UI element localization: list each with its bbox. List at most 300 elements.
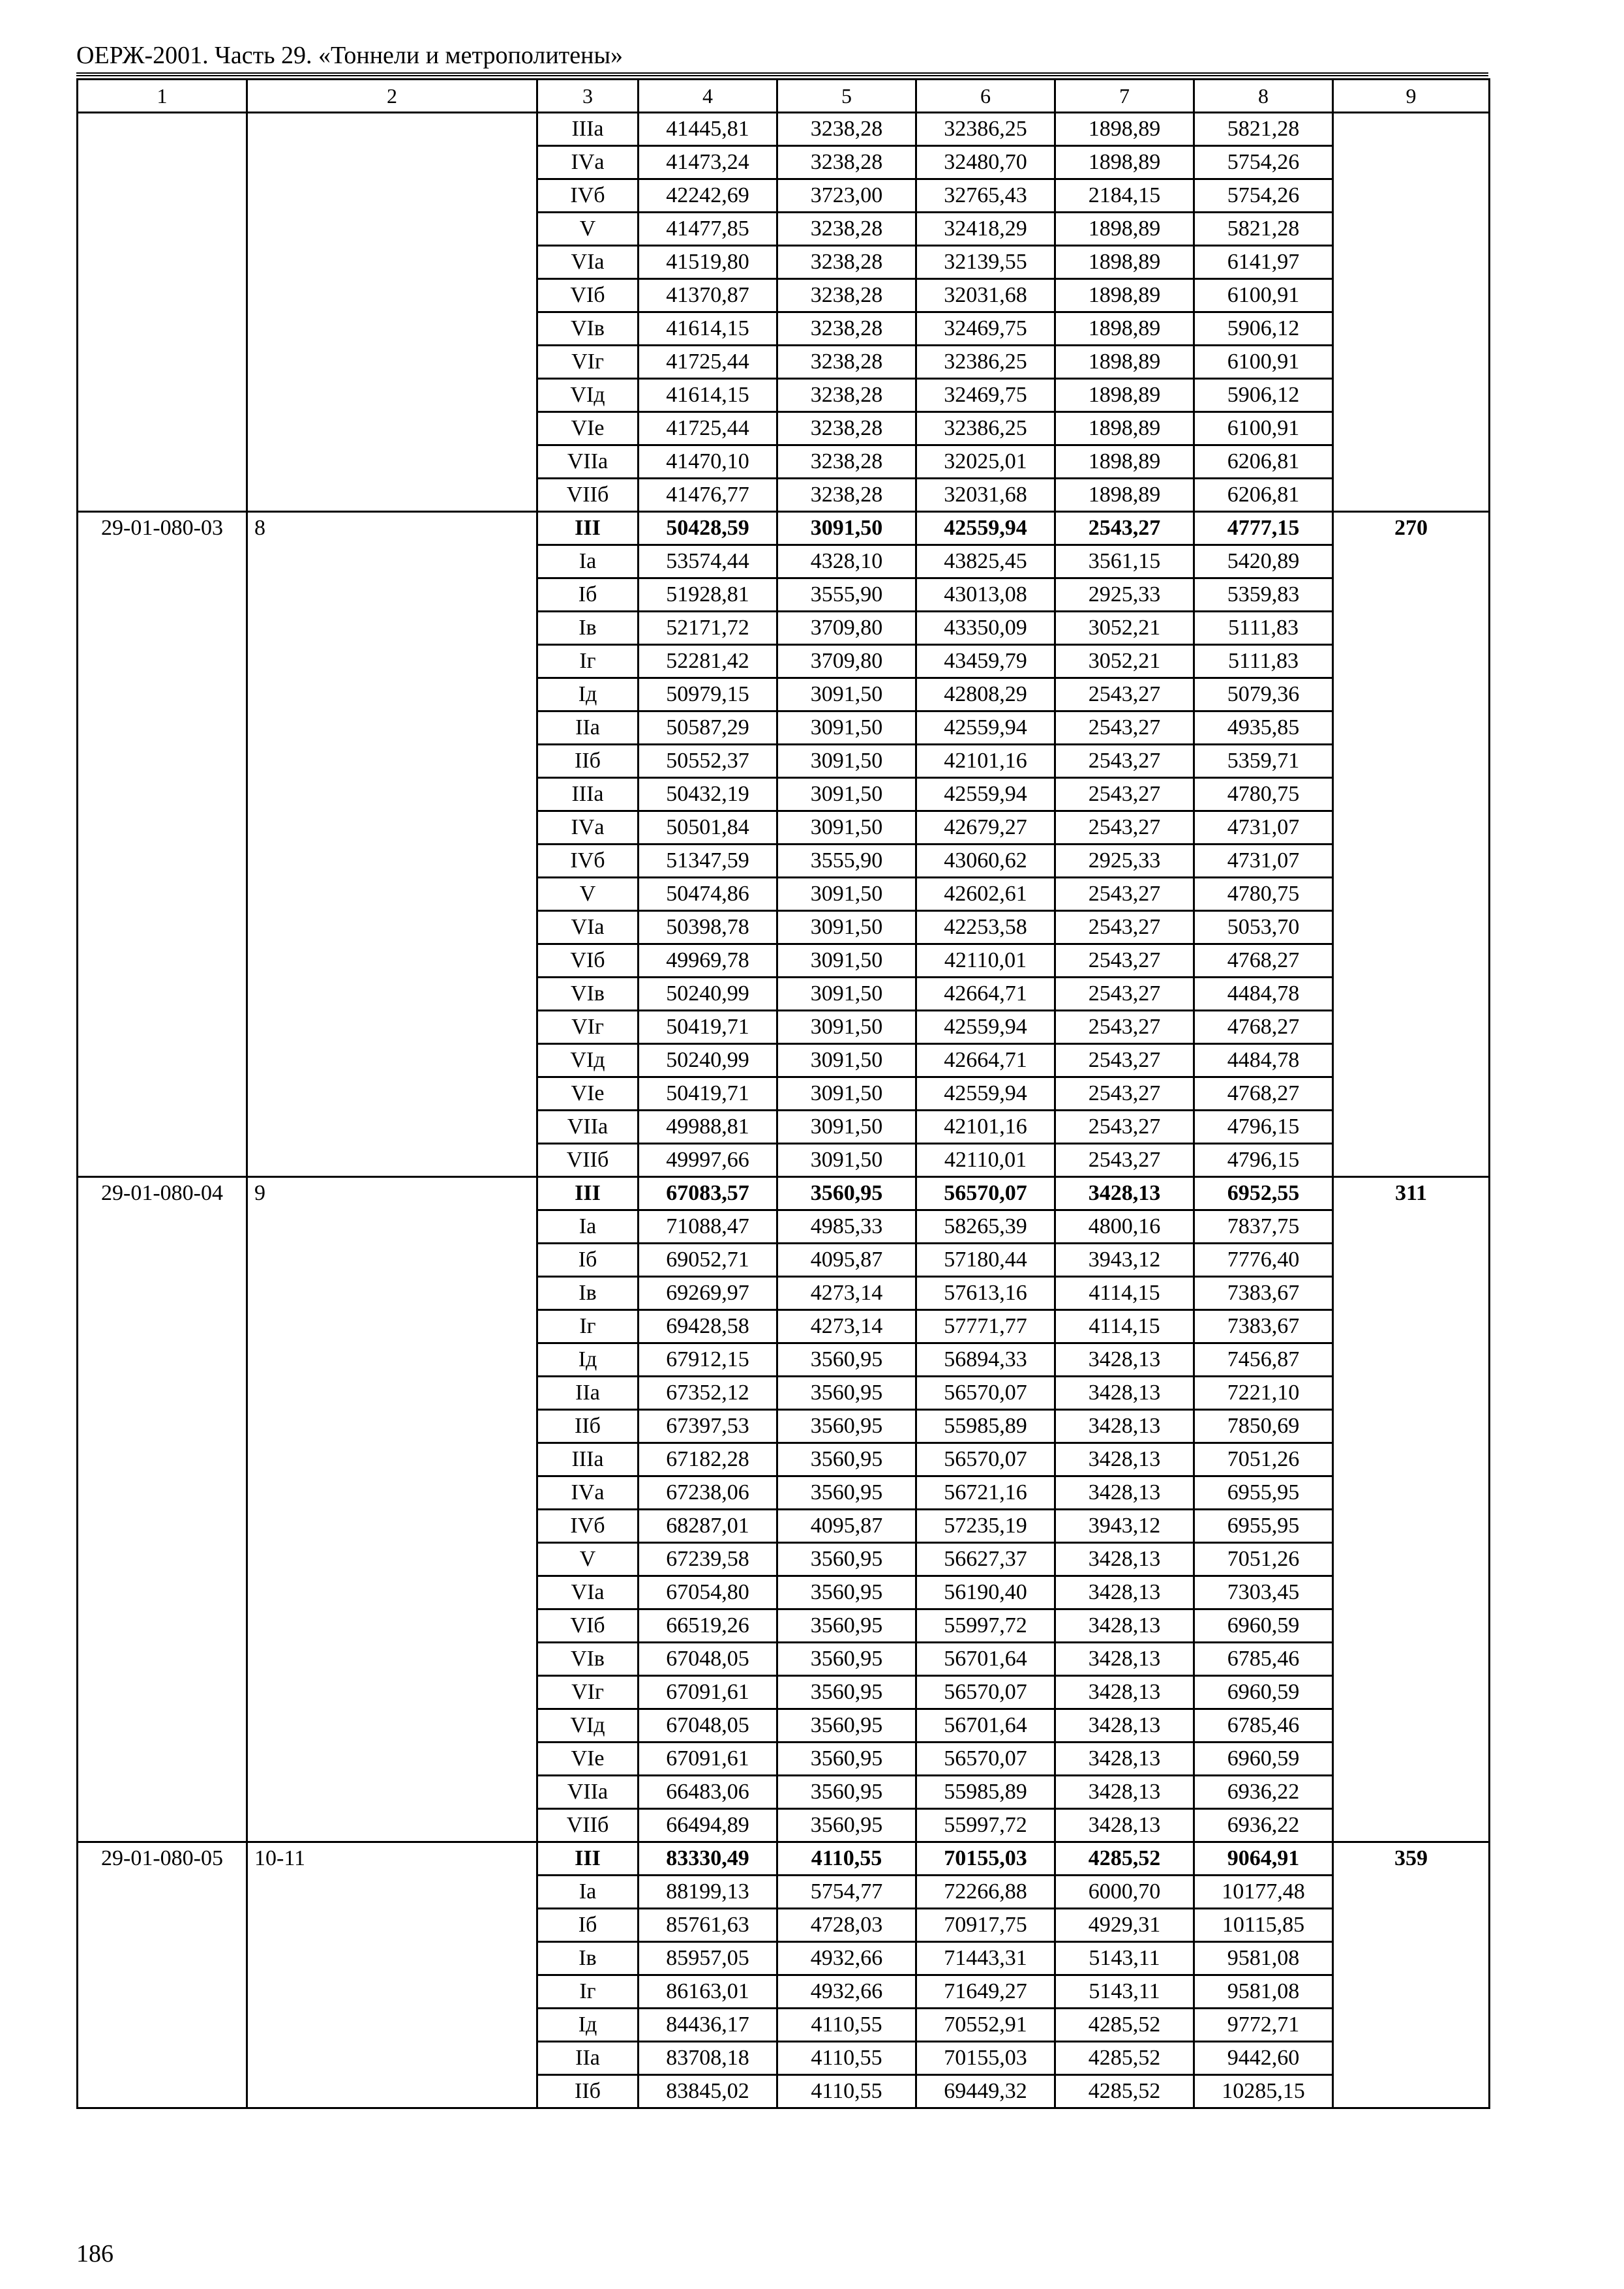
value-cell: 4800,16 — [1055, 1210, 1194, 1244]
zone-cell: Iа — [537, 545, 639, 578]
value-cell: 56627,37 — [916, 1543, 1055, 1576]
column-number: 9 — [1333, 80, 1490, 113]
value-cell: 67054,80 — [639, 1576, 777, 1609]
value-cell: 3238,28 — [777, 146, 916, 179]
rate-code-cell: 29-01-080-04 — [78, 1177, 247, 1842]
value-cell: 1898,89 — [1055, 346, 1194, 379]
value-cell: 4110,55 — [777, 2009, 916, 2042]
header-rule-top — [76, 72, 1488, 74]
value-cell: 51347,59 — [639, 845, 777, 878]
value-cell: 5821,28 — [1194, 213, 1333, 246]
value-cell: 41519,80 — [639, 246, 777, 279]
value-cell: 1898,89 — [1055, 312, 1194, 346]
column-number: 1 — [78, 80, 247, 113]
value-cell: 56190,40 — [916, 1576, 1055, 1609]
value-cell: 32139,55 — [916, 246, 1055, 279]
value-cell: 3561,15 — [1055, 545, 1194, 578]
value-cell: 43459,79 — [916, 645, 1055, 678]
value-cell: 41470,10 — [639, 445, 777, 479]
value-cell: 42559,94 — [916, 1077, 1055, 1111]
value-cell: 6206,81 — [1194, 479, 1333, 512]
zone-cell: IVа — [537, 146, 639, 179]
zone-cell: Iд — [537, 2009, 639, 2042]
value-cell: 3560,95 — [777, 1410, 916, 1443]
value-cell: 3091,50 — [777, 1044, 916, 1077]
value-cell: 67083,57 — [639, 1177, 777, 1210]
value-cell: 4796,15 — [1194, 1111, 1333, 1144]
value-cell: 71443,31 — [916, 1942, 1055, 1975]
value-cell: 57180,44 — [916, 1244, 1055, 1277]
value-cell: 2543,27 — [1055, 1111, 1194, 1144]
value-cell: 32765,43 — [916, 179, 1055, 213]
value-cell: 32469,75 — [916, 379, 1055, 412]
value-cell: 2543,27 — [1055, 811, 1194, 845]
value-cell: 3238,28 — [777, 412, 916, 445]
header-rule-bottom — [76, 75, 1488, 76]
value-cell: 49997,66 — [639, 1144, 777, 1177]
value-cell: 55997,72 — [916, 1809, 1055, 1842]
value-cell: 3238,28 — [777, 479, 916, 512]
value-cell: 50552,37 — [639, 745, 777, 778]
value-cell: 56570,07 — [916, 1177, 1055, 1210]
zone-cell: VIг — [537, 346, 639, 379]
value-cell: 3560,95 — [777, 1576, 916, 1609]
value-cell: 4114,15 — [1055, 1310, 1194, 1343]
zone-cell: IIIа — [537, 113, 639, 146]
zone-cell: VIб — [537, 944, 639, 978]
value-cell: 3238,28 — [777, 445, 916, 479]
value-cell: 9772,71 — [1194, 2009, 1333, 2042]
zone-cell: III — [537, 1177, 639, 1210]
value-cell: 6206,81 — [1194, 445, 1333, 479]
value-cell: 7456,87 — [1194, 1343, 1333, 1377]
value-cell: 57771,77 — [916, 1310, 1055, 1343]
value-cell: 3238,28 — [777, 346, 916, 379]
zone-cell: VIд — [537, 1044, 639, 1077]
zone-cell: VIIа — [537, 1776, 639, 1809]
value-cell: 3091,50 — [777, 1144, 916, 1177]
zone-cell: IVб — [537, 1510, 639, 1543]
value-cell: 41473,24 — [639, 146, 777, 179]
value-cell: 51928,81 — [639, 578, 777, 612]
value-cell: 10115,85 — [1194, 1909, 1333, 1942]
value-cell: 4114,15 — [1055, 1277, 1194, 1310]
zone-cell: V — [537, 213, 639, 246]
value-cell: 4796,15 — [1194, 1144, 1333, 1177]
value-cell: 6936,22 — [1194, 1809, 1333, 1842]
value-cell: 1898,89 — [1055, 279, 1194, 312]
value-cell: 4935,85 — [1194, 711, 1333, 745]
value-cell: 67091,61 — [639, 1743, 777, 1776]
value-cell: 6100,91 — [1194, 346, 1333, 379]
zone-cell: VIв — [537, 312, 639, 346]
value-cell: 56570,07 — [916, 1676, 1055, 1709]
value-cell: 3560,95 — [777, 1543, 916, 1576]
value-cell: 3560,95 — [777, 1443, 916, 1476]
zone-cell: IIIа — [537, 1443, 639, 1476]
column-header-row — [78, 80, 1490, 113]
value-cell: 7051,26 — [1194, 1543, 1333, 1576]
value-cell: 68287,01 — [639, 1510, 777, 1543]
value-cell: 67048,05 — [639, 1643, 777, 1676]
table-row — [78, 512, 1490, 545]
value-cell: 6000,70 — [1055, 1876, 1194, 1909]
zone-cell: Iд — [537, 1343, 639, 1377]
zone-cell: VIIа — [537, 1111, 639, 1144]
value-cell: 32386,25 — [916, 113, 1055, 146]
value-cell: 5079,36 — [1194, 678, 1333, 711]
value-cell: 49969,78 — [639, 944, 777, 978]
value-cell: 3428,13 — [1055, 1543, 1194, 1576]
value-cell: 7850,69 — [1194, 1410, 1333, 1443]
value-cell: 70155,03 — [916, 2042, 1055, 2075]
value-cell: 50398,78 — [639, 911, 777, 944]
value-cell: 3428,13 — [1055, 1343, 1194, 1377]
zone-cell: Iд — [537, 678, 639, 711]
value-cell: 3428,13 — [1055, 1410, 1194, 1443]
column-9-cell — [1333, 113, 1490, 512]
value-cell: 2543,27 — [1055, 978, 1194, 1011]
value-cell: 52281,42 — [639, 645, 777, 678]
zone-cell: IVб — [537, 179, 639, 213]
value-cell: 6955,95 — [1194, 1476, 1333, 1510]
zone-cell: VIе — [537, 412, 639, 445]
value-cell: 3428,13 — [1055, 1476, 1194, 1510]
value-cell: 41725,44 — [639, 412, 777, 445]
value-cell: 2184,15 — [1055, 179, 1194, 213]
value-cell: 3709,80 — [777, 612, 916, 645]
value-cell: 32386,25 — [916, 412, 1055, 445]
value-cell: 4273,14 — [777, 1277, 916, 1310]
value-cell: 42242,69 — [639, 179, 777, 213]
value-cell: 6100,91 — [1194, 279, 1333, 312]
page-number: 186 — [76, 2240, 113, 2267]
value-cell: 3091,50 — [777, 1077, 916, 1111]
value-cell: 42559,94 — [916, 1011, 1055, 1044]
value-cell: 10177,48 — [1194, 1876, 1333, 1909]
value-cell: 7776,40 — [1194, 1244, 1333, 1277]
zone-cell: VIа — [537, 1576, 639, 1609]
value-cell: 4985,33 — [777, 1210, 916, 1244]
value-cell: 3555,90 — [777, 578, 916, 612]
zone-cell: IIа — [537, 2042, 639, 2075]
value-cell: 58265,39 — [916, 1210, 1055, 1244]
value-cell: 56570,07 — [916, 1377, 1055, 1410]
zone-cell: IIа — [537, 1377, 639, 1410]
value-cell: 50419,71 — [639, 1077, 777, 1111]
value-cell: 3428,13 — [1055, 1609, 1194, 1643]
value-cell: 3052,21 — [1055, 612, 1194, 645]
value-cell: 2543,27 — [1055, 911, 1194, 944]
value-cell: 2925,33 — [1055, 845, 1194, 878]
value-cell: 6100,91 — [1194, 412, 1333, 445]
zone-cell: VIIб — [537, 1144, 639, 1177]
value-cell: 6785,46 — [1194, 1709, 1333, 1743]
value-cell: 86163,01 — [639, 1975, 777, 2009]
value-cell: 4768,27 — [1194, 944, 1333, 978]
value-cell: 4484,78 — [1194, 978, 1333, 1011]
value-cell: 3560,95 — [777, 1476, 916, 1510]
value-cell: 3091,50 — [777, 811, 916, 845]
value-cell: 3428,13 — [1055, 1643, 1194, 1676]
rate-name-cell: 8 — [247, 512, 537, 1177]
value-cell: 70155,03 — [916, 1842, 1055, 1876]
value-cell: 4932,66 — [777, 1975, 916, 2009]
value-cell: 3428,13 — [1055, 1709, 1194, 1743]
value-cell: 67352,12 — [639, 1377, 777, 1410]
value-cell: 43350,09 — [916, 612, 1055, 645]
value-cell: 69269,97 — [639, 1277, 777, 1310]
value-cell: 4328,10 — [777, 545, 916, 578]
zone-cell: VIв — [537, 1643, 639, 1676]
column-number: 2 — [247, 80, 537, 113]
value-cell: 56894,33 — [916, 1343, 1055, 1377]
value-cell: 3428,13 — [1055, 1443, 1194, 1476]
value-cell: 3560,95 — [777, 1377, 916, 1410]
value-cell: 3238,28 — [777, 279, 916, 312]
value-cell: 43013,08 — [916, 578, 1055, 612]
value-cell: 3560,95 — [777, 1343, 916, 1377]
value-cell: 4731,07 — [1194, 845, 1333, 878]
value-cell: 41370,87 — [639, 279, 777, 312]
value-cell: 88199,13 — [639, 1876, 777, 1909]
value-cell: 3091,50 — [777, 678, 916, 711]
value-cell: 55985,89 — [916, 1410, 1055, 1443]
value-cell: 5906,12 — [1194, 379, 1333, 412]
value-cell: 1898,89 — [1055, 479, 1194, 512]
value-cell: 7051,26 — [1194, 1443, 1333, 1476]
zone-cell: VIг — [537, 1676, 639, 1709]
value-cell: 42679,27 — [916, 811, 1055, 845]
value-cell: 1898,89 — [1055, 213, 1194, 246]
zone-cell: V — [537, 1543, 639, 1576]
value-cell: 3238,28 — [777, 113, 916, 146]
value-cell: 3428,13 — [1055, 1809, 1194, 1842]
value-cell: 6955,95 — [1194, 1510, 1333, 1543]
value-cell: 50587,29 — [639, 711, 777, 745]
value-cell: 5143,11 — [1055, 1975, 1194, 2009]
value-cell: 3428,13 — [1055, 1776, 1194, 1809]
value-cell: 3238,28 — [777, 213, 916, 246]
zone-cell: IVа — [537, 1476, 639, 1510]
value-cell: 5754,77 — [777, 1876, 916, 1909]
value-cell: 71649,27 — [916, 1975, 1055, 2009]
value-cell: 4285,52 — [1055, 2075, 1194, 2108]
value-cell: 3943,12 — [1055, 1244, 1194, 1277]
value-cell: 42602,61 — [916, 878, 1055, 911]
value-cell: 4273,14 — [777, 1310, 916, 1343]
value-cell: 6936,22 — [1194, 1776, 1333, 1809]
value-cell: 7383,67 — [1194, 1310, 1333, 1343]
value-cell: 1898,89 — [1055, 412, 1194, 445]
zone-cell: VIа — [537, 911, 639, 944]
value-cell: 42808,29 — [916, 678, 1055, 711]
value-cell: 4932,66 — [777, 1942, 916, 1975]
value-cell: 3560,95 — [777, 1776, 916, 1809]
value-cell: 2543,27 — [1055, 512, 1194, 545]
value-cell: 3555,90 — [777, 845, 916, 878]
value-cell: 2543,27 — [1055, 711, 1194, 745]
value-cell: 2543,27 — [1055, 778, 1194, 811]
value-cell: 2543,27 — [1055, 878, 1194, 911]
value-cell: 7221,10 — [1194, 1377, 1333, 1410]
value-cell: 84436,17 — [639, 2009, 777, 2042]
value-cell: 50240,99 — [639, 978, 777, 1011]
value-cell: 32386,25 — [916, 346, 1055, 379]
value-cell: 3091,50 — [777, 978, 916, 1011]
value-cell: 43060,62 — [916, 845, 1055, 878]
value-cell: 5420,89 — [1194, 545, 1333, 578]
value-cell: 69449,32 — [916, 2075, 1055, 2108]
value-cell: 3428,13 — [1055, 1377, 1194, 1410]
value-cell: 83708,18 — [639, 2042, 777, 2075]
zone-cell: Iг — [537, 1310, 639, 1343]
table-row — [78, 113, 1490, 146]
value-cell: 3091,50 — [777, 944, 916, 978]
value-cell: 66519,26 — [639, 1609, 777, 1643]
value-cell: 72266,88 — [916, 1876, 1055, 1909]
value-cell: 7383,67 — [1194, 1277, 1333, 1310]
value-cell: 69052,71 — [639, 1244, 777, 1277]
value-cell: 41476,77 — [639, 479, 777, 512]
value-cell: 5754,26 — [1194, 146, 1333, 179]
zone-cell: V — [537, 878, 639, 911]
value-cell: 3091,50 — [777, 711, 916, 745]
value-cell: 3428,13 — [1055, 1576, 1194, 1609]
value-cell: 5111,83 — [1194, 612, 1333, 645]
value-cell: 5359,83 — [1194, 578, 1333, 612]
value-cell: 6141,97 — [1194, 246, 1333, 279]
value-cell: 50432,19 — [639, 778, 777, 811]
value-cell: 6960,59 — [1194, 1743, 1333, 1776]
value-cell: 9581,08 — [1194, 1975, 1333, 2009]
value-cell: 3723,00 — [777, 179, 916, 213]
value-cell: 1898,89 — [1055, 246, 1194, 279]
value-cell: 67182,28 — [639, 1443, 777, 1476]
column-number: 8 — [1194, 80, 1333, 113]
value-cell: 67048,05 — [639, 1709, 777, 1743]
value-cell: 49988,81 — [639, 1111, 777, 1144]
value-cell: 10285,15 — [1194, 2075, 1333, 2108]
value-cell: 6960,59 — [1194, 1676, 1333, 1709]
zone-cell: IIб — [537, 745, 639, 778]
zone-cell: Iа — [537, 1210, 639, 1244]
value-cell: 50419,71 — [639, 1011, 777, 1044]
value-cell: 3052,21 — [1055, 645, 1194, 678]
value-cell: 55997,72 — [916, 1609, 1055, 1643]
zone-cell: VIа — [537, 246, 639, 279]
column-number: 5 — [777, 80, 916, 113]
zone-cell: VIб — [537, 1609, 639, 1643]
value-cell: 2543,27 — [1055, 678, 1194, 711]
column-9-cell: 270 — [1333, 512, 1490, 1177]
value-cell: 6785,46 — [1194, 1643, 1333, 1676]
value-cell: 3943,12 — [1055, 1510, 1194, 1543]
value-cell: 41614,15 — [639, 312, 777, 346]
value-cell: 4728,03 — [777, 1909, 916, 1942]
value-cell: 57613,16 — [916, 1277, 1055, 1310]
value-cell: 66494,89 — [639, 1809, 777, 1842]
value-cell: 57235,19 — [916, 1510, 1055, 1543]
value-cell: 42664,71 — [916, 1044, 1055, 1077]
value-cell: 32025,01 — [916, 445, 1055, 479]
value-cell: 1898,89 — [1055, 146, 1194, 179]
value-cell: 3709,80 — [777, 645, 916, 678]
value-cell: 32418,29 — [916, 213, 1055, 246]
column-number: 7 — [1055, 80, 1194, 113]
column-9-cell: 359 — [1333, 1842, 1490, 2108]
value-cell: 42559,94 — [916, 778, 1055, 811]
value-cell: 1898,89 — [1055, 379, 1194, 412]
rate-code-cell: 29-01-080-05 — [78, 1842, 247, 2108]
value-cell: 4780,75 — [1194, 778, 1333, 811]
value-cell: 42559,94 — [916, 711, 1055, 745]
value-cell: 42110,01 — [916, 944, 1055, 978]
zone-cell: III — [537, 512, 639, 545]
value-cell: 4285,52 — [1055, 1842, 1194, 1876]
value-cell: 83845,02 — [639, 2075, 777, 2108]
value-cell: 70552,91 — [916, 2009, 1055, 2042]
value-cell: 5906,12 — [1194, 312, 1333, 346]
value-cell: 4110,55 — [777, 1842, 916, 1876]
value-cell: 9442,60 — [1194, 2042, 1333, 2075]
zone-cell: VIв — [537, 978, 639, 1011]
value-cell: 4095,87 — [777, 1244, 916, 1277]
value-cell: 52171,72 — [639, 612, 777, 645]
value-cell: 3091,50 — [777, 911, 916, 944]
value-cell: 3238,28 — [777, 312, 916, 346]
zone-cell: IVа — [537, 811, 639, 845]
zone-cell: Iб — [537, 1909, 639, 1942]
column-number: 4 — [639, 80, 777, 113]
value-cell: 50428,59 — [639, 512, 777, 545]
value-cell: 3428,13 — [1055, 1177, 1194, 1210]
value-cell: 56721,16 — [916, 1476, 1055, 1510]
value-cell: 42101,16 — [916, 745, 1055, 778]
value-cell: 42101,16 — [916, 1111, 1055, 1144]
value-cell: 1898,89 — [1055, 113, 1194, 146]
value-cell: 83330,49 — [639, 1842, 777, 1876]
value-cell: 41445,81 — [639, 113, 777, 146]
zone-cell: IVб — [537, 845, 639, 878]
zone-cell: VIб — [537, 279, 639, 312]
value-cell: 3560,95 — [777, 1809, 916, 1842]
zone-cell: VIг — [537, 1011, 639, 1044]
value-cell: 3560,95 — [777, 1709, 916, 1743]
rate-name-cell — [247, 113, 537, 512]
column-number: 6 — [916, 80, 1055, 113]
value-cell: 32480,70 — [916, 146, 1055, 179]
value-cell: 56570,07 — [916, 1443, 1055, 1476]
value-cell: 2543,27 — [1055, 1011, 1194, 1044]
value-cell: 4285,52 — [1055, 2042, 1194, 2075]
value-cell: 2543,27 — [1055, 1144, 1194, 1177]
value-cell: 32031,68 — [916, 279, 1055, 312]
value-cell: 4484,78 — [1194, 1044, 1333, 1077]
value-cell: 5143,11 — [1055, 1942, 1194, 1975]
value-cell: 85957,05 — [639, 1942, 777, 1975]
value-cell: 42253,58 — [916, 911, 1055, 944]
value-cell: 67239,58 — [639, 1543, 777, 1576]
value-cell: 7303,45 — [1194, 1576, 1333, 1609]
rate-code-cell: 29-01-080-03 — [78, 512, 247, 1177]
value-cell: 9581,08 — [1194, 1942, 1333, 1975]
value-cell: 2543,27 — [1055, 944, 1194, 978]
price-table — [76, 78, 1490, 2109]
value-cell: 3091,50 — [777, 878, 916, 911]
value-cell: 1898,89 — [1055, 445, 1194, 479]
table-row — [78, 1177, 1490, 1210]
